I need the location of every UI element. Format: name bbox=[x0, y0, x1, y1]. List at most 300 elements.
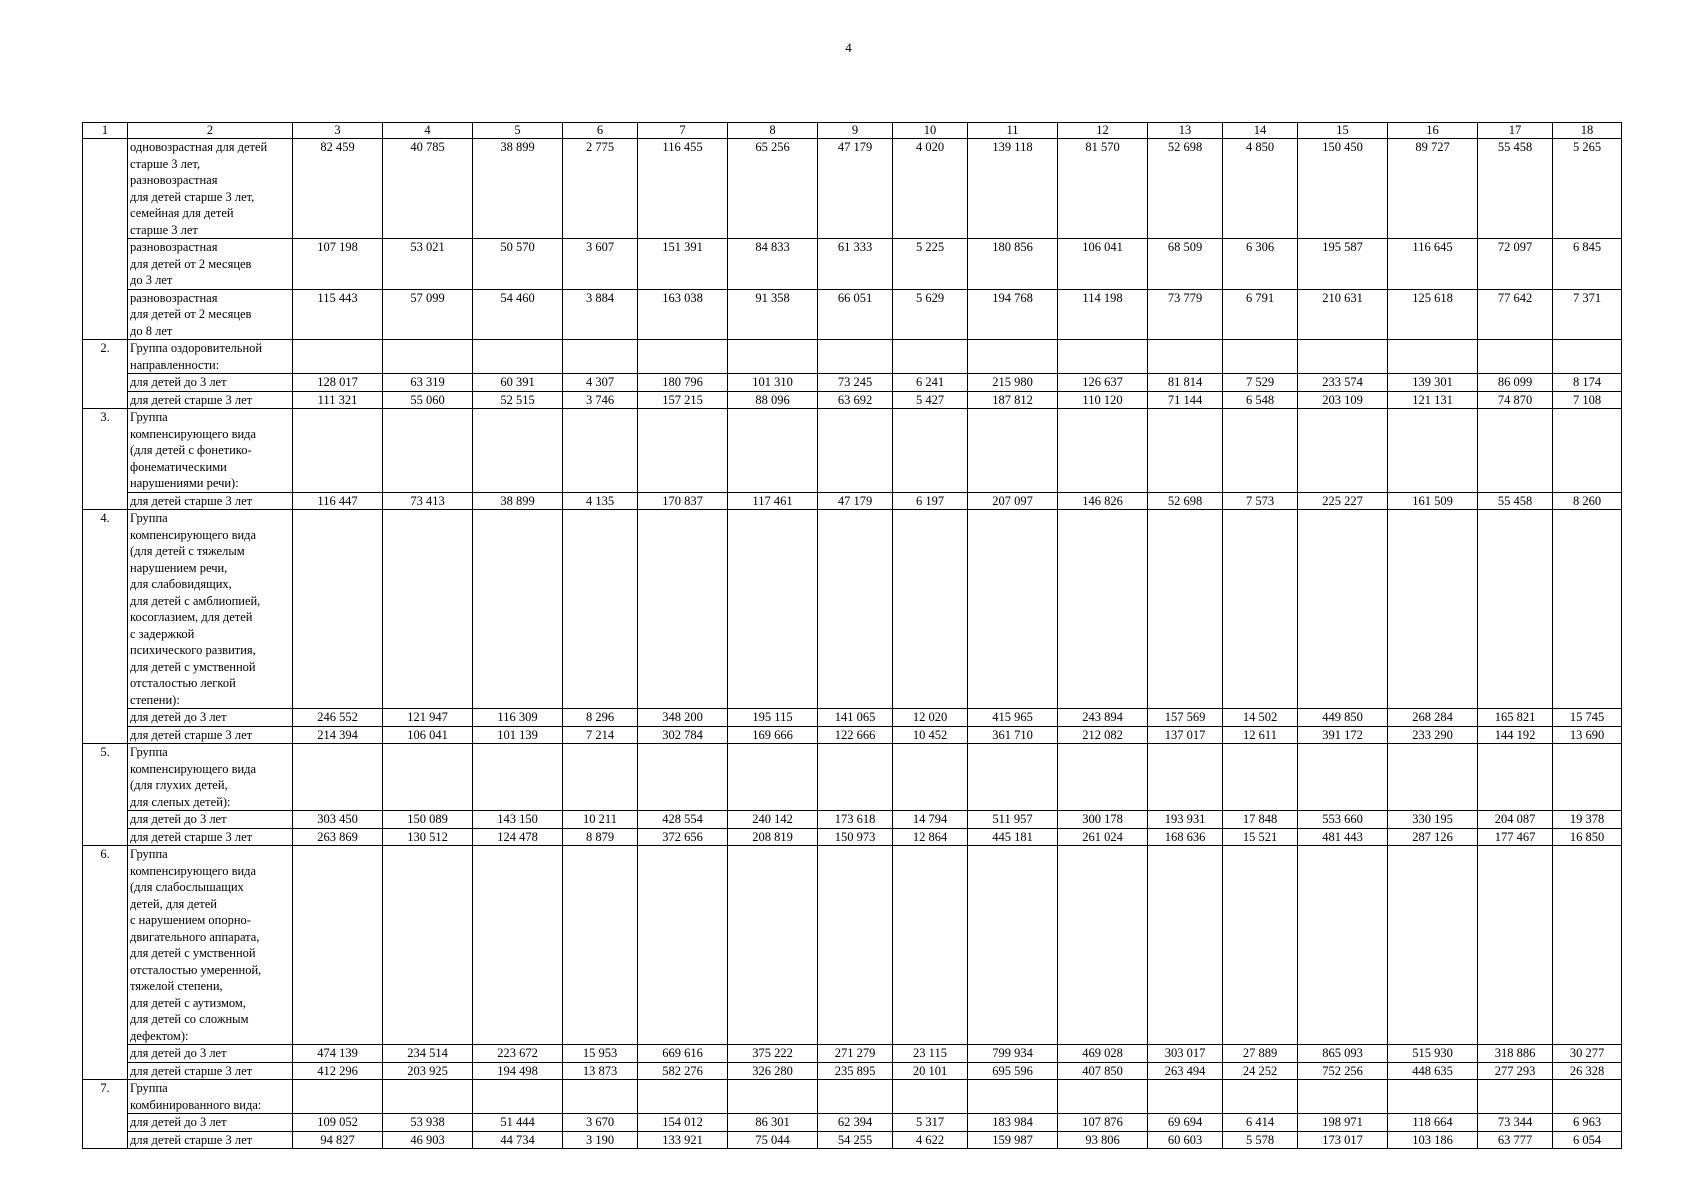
value-cell: 5 427 bbox=[893, 391, 968, 409]
value-cell: 71 144 bbox=[1148, 391, 1223, 409]
value-cell: 159 987 bbox=[968, 1131, 1058, 1149]
section-number: 4. bbox=[83, 510, 128, 744]
value-cell: 133 921 bbox=[638, 1131, 728, 1149]
value-cell: 5 629 bbox=[893, 289, 968, 340]
empty-cell bbox=[1298, 340, 1388, 374]
value-cell: 60 391 bbox=[473, 374, 563, 392]
empty-cell bbox=[1058, 846, 1148, 1045]
value-cell: 407 850 bbox=[1058, 1062, 1148, 1080]
value-cell: 47 179 bbox=[818, 139, 893, 239]
value-cell: 263 494 bbox=[1148, 1062, 1223, 1080]
value-cell: 69 694 bbox=[1148, 1114, 1223, 1132]
value-cell: 2 775 bbox=[563, 139, 638, 239]
value-cell: 63 692 bbox=[818, 391, 893, 409]
value-cell: 865 093 bbox=[1298, 1045, 1388, 1063]
section-number: 2. bbox=[83, 340, 128, 409]
label-line: для детей старше 3 лет bbox=[130, 727, 253, 742]
label-line: разновозрастная bbox=[130, 290, 218, 305]
value-cell: 10 211 bbox=[563, 811, 638, 829]
label-line: двигательного аппарата, bbox=[130, 929, 260, 944]
empty-cell bbox=[1058, 744, 1148, 811]
table-row bbox=[83, 374, 1622, 392]
value-cell: 139 118 bbox=[968, 139, 1058, 239]
table-row bbox=[83, 1114, 1622, 1132]
section-heading bbox=[128, 1080, 293, 1114]
empty-cell bbox=[563, 846, 638, 1045]
value-cell: 150 450 bbox=[1298, 139, 1388, 239]
value-cell: 151 391 bbox=[638, 239, 728, 290]
value-cell: 62 394 bbox=[818, 1114, 893, 1132]
value-cell: 143 150 bbox=[473, 811, 563, 829]
empty-cell bbox=[1478, 409, 1553, 493]
section-heading bbox=[128, 340, 293, 374]
value-cell: 86 301 bbox=[728, 1114, 818, 1132]
value-cell: 481 443 bbox=[1298, 828, 1388, 846]
label-line: (для детей с тяжелым bbox=[130, 544, 245, 558]
table-row bbox=[83, 726, 1622, 744]
value-cell: 4 622 bbox=[893, 1131, 968, 1149]
value-cell: 52 515 bbox=[473, 391, 563, 409]
empty-cell bbox=[1223, 409, 1298, 493]
value-cell: 157 215 bbox=[638, 391, 728, 409]
section-number: 6. bbox=[83, 846, 128, 1080]
value-cell: 5 265 bbox=[1553, 139, 1622, 239]
label-line: для детей до 3 лет bbox=[130, 1046, 227, 1060]
value-cell: 89 727 bbox=[1388, 139, 1478, 239]
value-cell: 24 252 bbox=[1223, 1062, 1298, 1080]
empty-cell bbox=[293, 846, 383, 1045]
value-cell: 54 460 bbox=[473, 289, 563, 340]
value-cell: 6 963 bbox=[1553, 1114, 1622, 1132]
empty-cell bbox=[968, 846, 1058, 1045]
value-cell: 375 222 bbox=[728, 1045, 818, 1063]
value-cell: 73 245 bbox=[818, 374, 893, 392]
empty-cell bbox=[818, 1080, 893, 1114]
label-line: одновозрастная для детей bbox=[130, 140, 268, 154]
value-cell: 261 024 bbox=[1058, 828, 1148, 846]
value-cell: 15 953 bbox=[563, 1045, 638, 1063]
label-line: до 3 лет bbox=[130, 273, 173, 287]
empty-cell bbox=[383, 340, 473, 374]
empty-cell bbox=[473, 510, 563, 709]
value-cell: 8 296 bbox=[563, 709, 638, 727]
value-cell: 157 569 bbox=[1148, 709, 1223, 727]
empty-cell bbox=[1223, 744, 1298, 811]
value-cell: 55 060 bbox=[383, 391, 473, 409]
value-cell: 130 512 bbox=[383, 828, 473, 846]
value-cell: 168 636 bbox=[1148, 828, 1223, 846]
value-cell: 302 784 bbox=[638, 726, 728, 744]
row-label bbox=[128, 828, 293, 846]
value-cell: 246 552 bbox=[293, 709, 383, 727]
empty-cell bbox=[473, 744, 563, 811]
table-row bbox=[83, 1045, 1622, 1063]
table-row bbox=[83, 239, 1622, 290]
label-line: с задержкой bbox=[130, 626, 195, 641]
label-line: для детей с амблиопией, bbox=[130, 593, 261, 608]
label-line: Группа оздоровительной bbox=[130, 341, 263, 355]
row-label bbox=[128, 492, 293, 510]
value-cell: 55 458 bbox=[1478, 139, 1553, 239]
value-cell: 234 514 bbox=[383, 1045, 473, 1063]
section-number: 7. bbox=[83, 1080, 128, 1149]
value-cell: 73 344 bbox=[1478, 1114, 1553, 1132]
value-cell: 101 139 bbox=[473, 726, 563, 744]
value-cell: 361 710 bbox=[968, 726, 1058, 744]
value-cell: 515 930 bbox=[1388, 1045, 1478, 1063]
label-line: компенсирующего вида bbox=[130, 863, 257, 878]
value-cell: 27 889 bbox=[1223, 1045, 1298, 1063]
empty-cell bbox=[293, 1080, 383, 1114]
value-cell: 448 635 bbox=[1388, 1062, 1478, 1080]
value-cell: 165 821 bbox=[1478, 709, 1553, 727]
table-row bbox=[83, 709, 1622, 727]
label-line: семейная для детей bbox=[130, 206, 234, 220]
value-cell: 3 746 bbox=[563, 391, 638, 409]
empty-cell bbox=[638, 1080, 728, 1114]
empty-cell bbox=[1388, 1080, 1478, 1114]
label-line: старше 3 лет, bbox=[130, 156, 201, 171]
value-cell: 93 806 bbox=[1058, 1131, 1148, 1149]
value-cell: 7 573 bbox=[1223, 492, 1298, 510]
empty-cell bbox=[1388, 744, 1478, 811]
value-cell: 187 812 bbox=[968, 391, 1058, 409]
label-line: тяжелой степени, bbox=[130, 979, 223, 993]
value-cell: 207 097 bbox=[968, 492, 1058, 510]
label-line: нарушением речи, bbox=[130, 560, 228, 575]
value-cell: 14 794 bbox=[893, 811, 968, 829]
value-cell: 210 631 bbox=[1298, 289, 1388, 340]
value-cell: 212 082 bbox=[1058, 726, 1148, 744]
label-line: для детей до 3 лет bbox=[130, 1115, 227, 1129]
value-cell: 13 690 bbox=[1553, 726, 1622, 744]
value-cell: 126 637 bbox=[1058, 374, 1148, 392]
empty-cell bbox=[1223, 1080, 1298, 1114]
value-cell: 268 284 bbox=[1388, 709, 1478, 727]
value-cell: 50 570 bbox=[473, 239, 563, 290]
empty-cell bbox=[1148, 744, 1223, 811]
label-line: для детей старше 3 лет bbox=[130, 1063, 253, 1078]
value-cell: 7 371 bbox=[1553, 289, 1622, 340]
column-header: 4 bbox=[383, 123, 473, 139]
empty-cell bbox=[1298, 744, 1388, 811]
value-cell: 77 642 bbox=[1478, 289, 1553, 340]
value-cell: 107 876 bbox=[1058, 1114, 1148, 1132]
value-cell: 223 672 bbox=[473, 1045, 563, 1063]
label-line: разновозрастная bbox=[130, 173, 218, 187]
table-row bbox=[83, 391, 1622, 409]
value-cell: 8 879 bbox=[563, 828, 638, 846]
value-cell: 115 443 bbox=[293, 289, 383, 340]
value-cell: 61 333 bbox=[818, 239, 893, 290]
empty-cell bbox=[638, 744, 728, 811]
section-heading bbox=[128, 744, 293, 811]
value-cell: 412 296 bbox=[293, 1062, 383, 1080]
empty-cell bbox=[1553, 846, 1622, 1045]
value-cell: 474 139 bbox=[293, 1045, 383, 1063]
section-heading-row bbox=[83, 1080, 1622, 1114]
empty-cell bbox=[1148, 510, 1223, 709]
empty-cell bbox=[893, 340, 968, 374]
label-line: для детей старше 3 лет bbox=[130, 392, 253, 407]
section-heading-row bbox=[83, 340, 1622, 374]
label-line: старше 3 лет bbox=[130, 222, 198, 237]
value-cell: 109 052 bbox=[293, 1114, 383, 1132]
value-cell: 60 603 bbox=[1148, 1131, 1223, 1149]
row-label bbox=[128, 374, 293, 392]
empty-cell bbox=[293, 744, 383, 811]
value-cell: 8 174 bbox=[1553, 374, 1622, 392]
value-cell: 103 186 bbox=[1388, 1131, 1478, 1149]
row-label bbox=[128, 1131, 293, 1149]
value-cell: 128 017 bbox=[293, 374, 383, 392]
empty-cell bbox=[293, 409, 383, 493]
label-line: для детей старше 3 лет bbox=[130, 1132, 253, 1147]
empty-cell bbox=[1553, 1080, 1622, 1114]
empty-cell bbox=[728, 1080, 818, 1114]
label-line: до 8 лет bbox=[130, 323, 173, 338]
empty-cell bbox=[473, 340, 563, 374]
value-cell: 225 227 bbox=[1298, 492, 1388, 510]
empty-cell bbox=[1553, 744, 1622, 811]
column-header: 2 bbox=[128, 123, 293, 139]
label-line: Группа bbox=[130, 410, 168, 424]
value-cell: 7 529 bbox=[1223, 374, 1298, 392]
column-header: 17 bbox=[1478, 123, 1553, 139]
empty-cell bbox=[728, 340, 818, 374]
label-line: косоглазием, для детей bbox=[130, 610, 253, 624]
table-row bbox=[83, 811, 1622, 829]
section-number: 3. bbox=[83, 409, 128, 510]
value-cell: 52 698 bbox=[1148, 139, 1223, 239]
value-cell: 6 414 bbox=[1223, 1114, 1298, 1132]
label-line: (для детей с фонетико- bbox=[130, 443, 252, 457]
column-header: 10 bbox=[893, 123, 968, 139]
empty-cell bbox=[1298, 1080, 1388, 1114]
empty-cell bbox=[1223, 340, 1298, 374]
value-cell: 82 459 bbox=[293, 139, 383, 239]
label-line: Группа bbox=[130, 847, 168, 861]
empty-cell bbox=[893, 846, 968, 1045]
value-cell: 4 850 bbox=[1223, 139, 1298, 239]
empty-cell bbox=[1553, 510, 1622, 709]
value-cell: 5 225 bbox=[893, 239, 968, 290]
empty-cell bbox=[1298, 846, 1388, 1045]
value-cell: 144 192 bbox=[1478, 726, 1553, 744]
column-header: 3 bbox=[293, 123, 383, 139]
value-cell: 38 899 bbox=[473, 139, 563, 239]
column-header: 12 bbox=[1058, 123, 1148, 139]
label-line: детей, для детей bbox=[130, 896, 217, 911]
value-cell: 44 734 bbox=[473, 1131, 563, 1149]
label-line: для детей старше 3 лет bbox=[130, 493, 253, 508]
empty-cell bbox=[1478, 1080, 1553, 1114]
value-cell: 53 021 bbox=[383, 239, 473, 290]
label-line: компенсирующего вида bbox=[130, 527, 257, 542]
value-cell: 193 931 bbox=[1148, 811, 1223, 829]
page-number: 4 bbox=[845, 40, 852, 55]
label-line: для слабовидящих, bbox=[130, 577, 232, 591]
value-cell: 194 768 bbox=[968, 289, 1058, 340]
value-cell: 348 200 bbox=[638, 709, 728, 727]
empty-cell bbox=[473, 409, 563, 493]
value-cell: 84 833 bbox=[728, 239, 818, 290]
value-cell: 3 607 bbox=[563, 239, 638, 290]
value-cell: 111 321 bbox=[293, 391, 383, 409]
value-cell: 6 197 bbox=[893, 492, 968, 510]
value-cell: 86 099 bbox=[1478, 374, 1553, 392]
value-cell: 65 256 bbox=[728, 139, 818, 239]
empty-cell bbox=[968, 409, 1058, 493]
value-cell: 150 973 bbox=[818, 828, 893, 846]
table-row bbox=[83, 289, 1622, 340]
empty-cell bbox=[1058, 1080, 1148, 1114]
empty-cell bbox=[1553, 340, 1622, 374]
label-line: для детей с умственной bbox=[130, 946, 256, 960]
empty-cell bbox=[638, 846, 728, 1045]
empty-cell bbox=[893, 409, 968, 493]
value-cell: 15 745 bbox=[1553, 709, 1622, 727]
empty-cell bbox=[1148, 846, 1223, 1045]
value-cell: 799 934 bbox=[968, 1045, 1058, 1063]
value-cell: 6 241 bbox=[893, 374, 968, 392]
value-cell: 235 895 bbox=[818, 1062, 893, 1080]
value-cell: 203 109 bbox=[1298, 391, 1388, 409]
empty-cell bbox=[968, 340, 1058, 374]
value-cell: 30 277 bbox=[1553, 1045, 1622, 1063]
value-cell: 173 017 bbox=[1298, 1131, 1388, 1149]
table-row bbox=[83, 492, 1622, 510]
empty-cell bbox=[1478, 510, 1553, 709]
column-header: 14 bbox=[1223, 123, 1298, 139]
empty-cell bbox=[1298, 510, 1388, 709]
empty-cell bbox=[1058, 409, 1148, 493]
table-row bbox=[83, 1131, 1622, 1149]
value-cell: 26 328 bbox=[1553, 1062, 1622, 1080]
label-line: отсталостью легкой bbox=[130, 676, 236, 690]
header-row bbox=[83, 123, 1622, 139]
value-cell: 10 452 bbox=[893, 726, 968, 744]
empty-cell bbox=[728, 510, 818, 709]
value-cell: 3 884 bbox=[563, 289, 638, 340]
value-cell: 139 301 bbox=[1388, 374, 1478, 392]
empty-cell bbox=[1223, 846, 1298, 1045]
value-cell: 695 596 bbox=[968, 1062, 1058, 1080]
section-heading bbox=[128, 846, 293, 1045]
empty-cell bbox=[1478, 744, 1553, 811]
empty-cell bbox=[563, 409, 638, 493]
label-line: компенсирующего вида bbox=[130, 761, 257, 776]
value-cell: 180 796 bbox=[638, 374, 728, 392]
value-cell: 215 980 bbox=[968, 374, 1058, 392]
empty-cell bbox=[1388, 846, 1478, 1045]
section-heading-row bbox=[83, 744, 1622, 811]
value-cell: 163 038 bbox=[638, 289, 728, 340]
value-cell: 240 142 bbox=[728, 811, 818, 829]
section-number: 5. bbox=[83, 744, 128, 846]
value-cell: 271 279 bbox=[818, 1045, 893, 1063]
value-cell: 198 971 bbox=[1298, 1114, 1388, 1132]
empty-cell bbox=[383, 510, 473, 709]
value-cell: 16 850 bbox=[1553, 828, 1622, 846]
label-line: для детей до 3 лет bbox=[130, 710, 227, 724]
value-cell: 195 587 bbox=[1298, 239, 1388, 290]
column-header: 8 bbox=[728, 123, 818, 139]
label-line: (для глухих детей, bbox=[130, 778, 228, 792]
label-line: для слепых детей): bbox=[130, 794, 231, 809]
value-cell: 94 827 bbox=[293, 1131, 383, 1149]
value-cell: 13 873 bbox=[563, 1062, 638, 1080]
column-header: 16 bbox=[1388, 123, 1478, 139]
column-header: 1 bbox=[83, 123, 128, 139]
empty-cell bbox=[728, 409, 818, 493]
value-cell: 15 521 bbox=[1223, 828, 1298, 846]
value-cell: 117 461 bbox=[728, 492, 818, 510]
section-heading-row bbox=[83, 846, 1622, 1045]
column-header: 5 bbox=[473, 123, 563, 139]
value-cell: 752 256 bbox=[1298, 1062, 1388, 1080]
empty-cell bbox=[1298, 409, 1388, 493]
data-table bbox=[82, 122, 1622, 1149]
value-cell: 277 293 bbox=[1478, 1062, 1553, 1080]
empty-cell bbox=[383, 409, 473, 493]
value-cell: 6 054 bbox=[1553, 1131, 1622, 1149]
label-line: дефектом): bbox=[130, 1028, 189, 1043]
label-line: для детей до 3 лет bbox=[130, 375, 227, 389]
empty-cell bbox=[638, 409, 728, 493]
empty-cell bbox=[563, 510, 638, 709]
value-cell: 125 618 bbox=[1388, 289, 1478, 340]
row-label bbox=[128, 811, 293, 829]
value-cell: 20 101 bbox=[893, 1062, 968, 1080]
column-header: 7 bbox=[638, 123, 728, 139]
label-line: направленности: bbox=[130, 357, 220, 372]
row-label bbox=[128, 139, 293, 239]
value-cell: 415 965 bbox=[968, 709, 1058, 727]
value-cell: 121 131 bbox=[1388, 391, 1478, 409]
value-cell: 141 065 bbox=[818, 709, 893, 727]
value-cell: 263 869 bbox=[293, 828, 383, 846]
empty-cell bbox=[638, 510, 728, 709]
value-cell: 116 645 bbox=[1388, 239, 1478, 290]
value-cell: 150 089 bbox=[383, 811, 473, 829]
value-cell: 38 899 bbox=[473, 492, 563, 510]
column-header: 18 bbox=[1553, 123, 1622, 139]
value-cell: 194 498 bbox=[473, 1062, 563, 1080]
label-line: с нарушением опорно- bbox=[130, 913, 251, 927]
empty-cell bbox=[293, 510, 383, 709]
empty-cell bbox=[1388, 340, 1478, 374]
label-line: для детей старше 3 лет bbox=[130, 829, 253, 844]
value-cell: 81 570 bbox=[1058, 139, 1148, 239]
empty-cell bbox=[473, 1080, 563, 1114]
empty-cell bbox=[1148, 340, 1223, 374]
value-cell: 75 044 bbox=[728, 1131, 818, 1149]
label-line: Группа bbox=[130, 511, 168, 525]
empty-cell bbox=[1388, 510, 1478, 709]
empty-cell bbox=[1478, 846, 1553, 1045]
value-cell: 124 478 bbox=[473, 828, 563, 846]
label-line: компенсирующего вида bbox=[130, 426, 257, 441]
value-cell: 4 307 bbox=[563, 374, 638, 392]
value-cell: 40 785 bbox=[383, 139, 473, 239]
value-cell: 12 864 bbox=[893, 828, 968, 846]
empty-cell bbox=[893, 744, 968, 811]
value-cell: 47 179 bbox=[818, 492, 893, 510]
value-cell: 74 870 bbox=[1478, 391, 1553, 409]
value-cell: 8 260 bbox=[1553, 492, 1622, 510]
value-cell: 326 280 bbox=[728, 1062, 818, 1080]
